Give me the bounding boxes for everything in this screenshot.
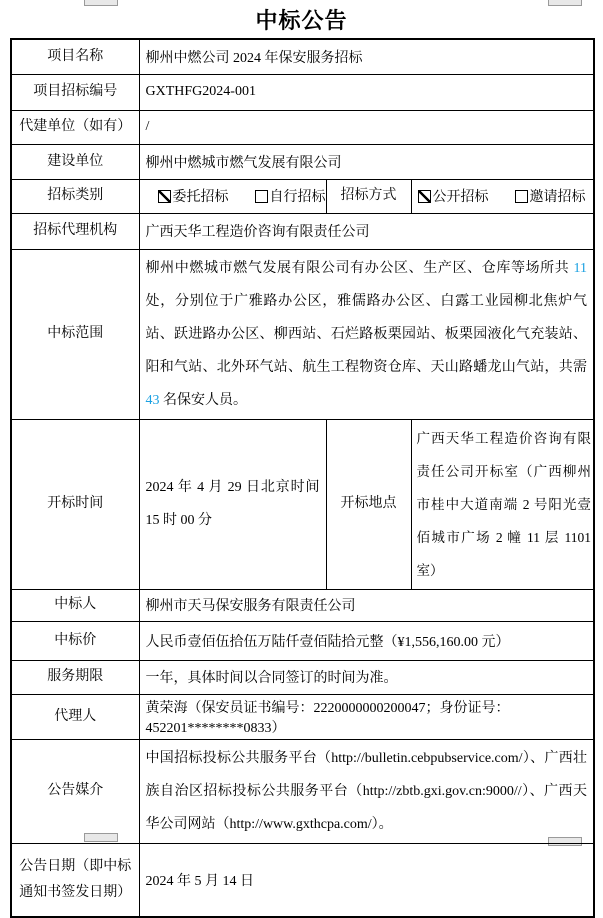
document-title: 中标公告: [255, 8, 348, 33]
opening-place-value: 广西天华工程造价咨询有限责任公司开标室（广西柳州市桂中大道南端 2 号阳光壹佰城市广场 2 幢 11 层 1101 室）: [411, 419, 594, 589]
bid-method-label: 招标方式: [326, 179, 411, 213]
table-row: [11, 179, 594, 213]
scope-text-part1: 柳州中燃城市燃气发展有限公司有办公区、生产区、仓库等场所共: [145, 260, 574, 276]
table-row: [11, 660, 594, 694]
table-row: [11, 739, 594, 843]
winner-label: 中标人: [11, 589, 139, 621]
table-row: [11, 74, 594, 110]
checked-checkbox-icon: [158, 190, 171, 203]
open-bid-label: 公开招标: [432, 190, 489, 205]
table-row: [11, 110, 594, 144]
service-term-value: 一年，具体时间以合同签订的时间为准。: [139, 660, 594, 694]
opening-time-value: 2024 年 4 月 29 日北京时间 15 时 00 分: [139, 419, 326, 589]
winner-value: 柳州市天马保安服务有限责任公司: [139, 589, 594, 621]
agent-person-value: 黄荣海（保安员证书编号：2220000000200047；身份证号：452201********0833）: [139, 694, 594, 739]
table-row: [11, 694, 594, 739]
unchecked-checkbox-icon: [515, 190, 528, 203]
table-row: [11, 419, 594, 589]
project-name-value: 柳州中燃公司 2024 年保安服务招标: [139, 39, 594, 74]
announcement-date-label: 公告日期（即中标通知书签发日期）: [11, 843, 139, 917]
scope-label: 中标范围: [11, 249, 139, 419]
agency-value: 广西天华工程造价咨询有限责任公司: [139, 213, 594, 249]
agency-label: 招标代理机构: [11, 213, 139, 249]
scope-text-part3: 名保安人员。: [159, 392, 247, 408]
table-row: [11, 39, 594, 74]
self-bid-option: [255, 186, 326, 206]
delegated-bid-option: [158, 186, 229, 206]
construction-unit-value: 柳州中燃城市燃气发展有限公司: [139, 144, 594, 179]
announcement-media-label: 公告媒介: [11, 739, 139, 843]
opening-time-label: 开标时间: [11, 419, 139, 589]
price-label: 中标价: [11, 621, 139, 660]
self-bid-label: 自行招标: [269, 190, 326, 205]
open-bid-option: [418, 186, 489, 206]
table-row: [11, 589, 594, 621]
construction-unit-label: 建设单位: [11, 144, 139, 179]
checked-checkbox-icon: [418, 190, 431, 203]
scope-value: [139, 249, 594, 419]
announcement-date-value: 2024 年 5 月 14 日: [139, 843, 594, 917]
bid-number-value: GXTHFG2024-001: [139, 74, 594, 110]
bid-method-options-cell: [411, 179, 594, 213]
table-row: [11, 843, 594, 917]
service-term-label: 服务期限: [11, 660, 139, 694]
bid-category-options-cell: [139, 179, 326, 213]
announcement-table: [10, 38, 595, 918]
bid-category-label: 招标类别: [11, 179, 139, 213]
agent-build-unit-value: /: [139, 110, 594, 144]
scope-site-count: 11: [573, 260, 588, 276]
table-row: [11, 621, 594, 660]
price-value: 人民币壹佰伍拾伍万陆仟壹佰陆拾元整（¥1,556,160.00 元）: [139, 621, 594, 660]
opening-place-label: 开标地点: [326, 419, 411, 589]
project-name-label: 项目名称: [11, 39, 139, 74]
unchecked-checkbox-icon: [255, 190, 268, 203]
bid-number-label: 项目招标编号: [11, 74, 139, 110]
agent-build-unit-label: 代建单位（如有）: [11, 110, 139, 144]
invited-bid-label: 邀请招标: [529, 190, 586, 205]
delegated-bid-label: 委托招标: [172, 190, 229, 205]
table-row: [11, 213, 594, 249]
scope-text-part2: 处，分别位于广雅路办公区，雅儒路办公区、白露工业园柳北焦炉气站、跃进路办公区、柳西站、石烂路板栗园站、板栗园液化气充装站、阳和气站、北外环气站、航生工程物资仓库、天山路蟠龙山气站，共需: [145, 293, 588, 375]
scope-guard-count: 43: [145, 392, 160, 408]
table-row: [11, 144, 594, 179]
table-row: [11, 249, 594, 419]
announcement-media-value: 中国招标投标公共服务平台（http://bulletin.cebpubservice.com/）、广西壮族自治区招标投标公共服务平台（http://zbtb.gxi.gov.cn:9000//）、广西天华公司网站（http://www.gxthcpa.com/）。: [139, 739, 594, 843]
agent-person-label: 代理人: [11, 694, 139, 739]
invited-bid-option: [515, 186, 586, 206]
